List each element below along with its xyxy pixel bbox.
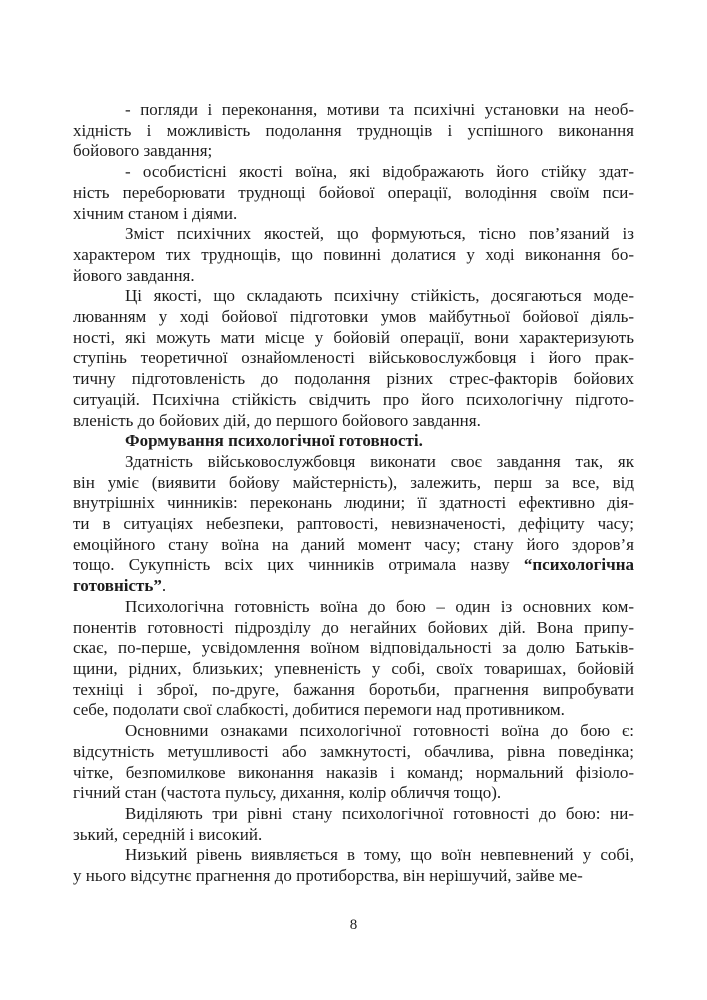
text-line: ти в ситуаціях небезпеки, раптовості, невизначеності, дефіциту часу; bbox=[73, 514, 634, 534]
text-line: відсутність метушливості або замкнутості, обачлива, рівна поведінка; bbox=[73, 741, 634, 761]
text-line: хідність і можливість подолання труднощів і успішного виконання bbox=[73, 120, 634, 140]
text-line: щини, рідних, близьких; упевненість у собі, своїх товаришах, бойовій bbox=[73, 658, 634, 678]
text-line: Формування психологічної готовності. bbox=[125, 431, 423, 451]
text-line: - погляди і переконання, мотиви та психічні установки на необ- bbox=[125, 100, 634, 119]
text-line: емоційного стану воїна на даний момент часу; стану його здоров’я bbox=[73, 534, 634, 554]
text-line: понентів готовності підрозділу до негайних бойових дій. Вона припу- bbox=[73, 617, 634, 637]
text-line: характером тих труднощів, що повинні долатися у ході виконання бо- bbox=[73, 244, 634, 264]
paragraph-low-level bbox=[73, 845, 634, 886]
text-line: себе, подолати свої слабкості, добитися перемоги над противником. bbox=[73, 700, 565, 720]
text-line: ступінь теоретичної ознайомленості військовослужбовця і його прак- bbox=[73, 348, 634, 368]
page-number: 8 bbox=[349, 917, 358, 933]
text-line: ність переборювати труднощі бойової операції, володіння своїм пси- bbox=[73, 182, 634, 202]
text-line: Основними ознаками психологічної готовності воїна до бою є: bbox=[125, 721, 634, 741]
text-line: Здатність військовослужбовця виконати своє завдання так, як bbox=[125, 451, 634, 471]
text-line: Виділяють три рівні стану психологічної готовності до бою: ни- bbox=[125, 803, 634, 823]
text-segment: тощо. Сукупність всіх цих чинників отримала назву bbox=[73, 555, 524, 575]
text-line: бойового завдання; bbox=[73, 141, 213, 161]
paragraph-content-of-qualities bbox=[73, 224, 634, 286]
text-segment: . bbox=[161, 576, 167, 596]
text-line: у нього відсутнє прагнення до протиборства, він нерішучий, зайве ме- bbox=[73, 866, 583, 886]
text-block bbox=[73, 100, 634, 887]
text-line: гічний стан (частота пульсу, дихання, колір обличчя тощо). bbox=[73, 783, 502, 803]
bold-term: “психологічна bbox=[523, 555, 634, 575]
text-line: він уміє (виявити бойову майстерність), залежить, перш за все, від bbox=[73, 472, 634, 492]
text-line: зький, середній і високий. bbox=[73, 824, 263, 844]
paragraph-three-levels bbox=[73, 804, 634, 845]
bold-term: готовність” bbox=[73, 576, 162, 596]
text-line: скає, по-перше, усвідомлення воїном відповідальності за долю Батьків- bbox=[73, 638, 634, 658]
text-line: Психологічна готовність воїна до бою – один із основних ком- bbox=[125, 596, 634, 616]
text-line: ситуацій. Психічна стійкість свідчить про його психологічну підгото- bbox=[73, 389, 634, 409]
text-line: чітке, безпомилкове виконання наказів і команд; нормальний фізіоло- bbox=[73, 762, 634, 782]
paragraph-readiness-signs bbox=[73, 721, 634, 804]
text-line: тичну підготовленість до подолання різних стрес-факторів бойових bbox=[73, 369, 634, 389]
text-line: техніці і зброї, по-друге, бажання боротьби, прагнення випробувати bbox=[73, 679, 634, 699]
text-line: Ці якості, що складають психічну стійкість, досягаються моде- bbox=[125, 286, 634, 306]
list-item-views bbox=[73, 100, 634, 162]
text-line: йового завдання. bbox=[73, 265, 195, 285]
text-line: вленість до бойових дій, до першого бойового завдання. bbox=[73, 410, 481, 430]
paragraph-readiness-components bbox=[73, 597, 634, 721]
text-line: люванням у ході бойової підготовки умов майбутньої бойової діяль- bbox=[73, 307, 634, 327]
text-line: Низький рівень виявляється в тому, що воїн невпевнений у собі, bbox=[125, 845, 634, 865]
section-heading-formation bbox=[73, 431, 634, 452]
text-line: хічним станом і діями. bbox=[73, 203, 238, 223]
text-line bbox=[73, 555, 634, 576]
text-line: Зміст психічних якостей, що формуються, тісно пов’язаний із bbox=[125, 224, 634, 244]
text-line: внутрішніх чинників: переконань людини; її здатності ефективно дія- bbox=[73, 493, 634, 513]
text-line: - особистісні якості воїна, які відображають його стійку здат- bbox=[125, 162, 634, 182]
paragraph-ability-factors bbox=[73, 452, 634, 597]
text-line bbox=[73, 576, 634, 597]
text-line: ності, які можуть мати місце у бойовій операції, вони характеризують bbox=[73, 327, 634, 347]
paragraph-qualities-modeling bbox=[73, 286, 634, 431]
list-item-personal-qualities bbox=[73, 162, 634, 224]
